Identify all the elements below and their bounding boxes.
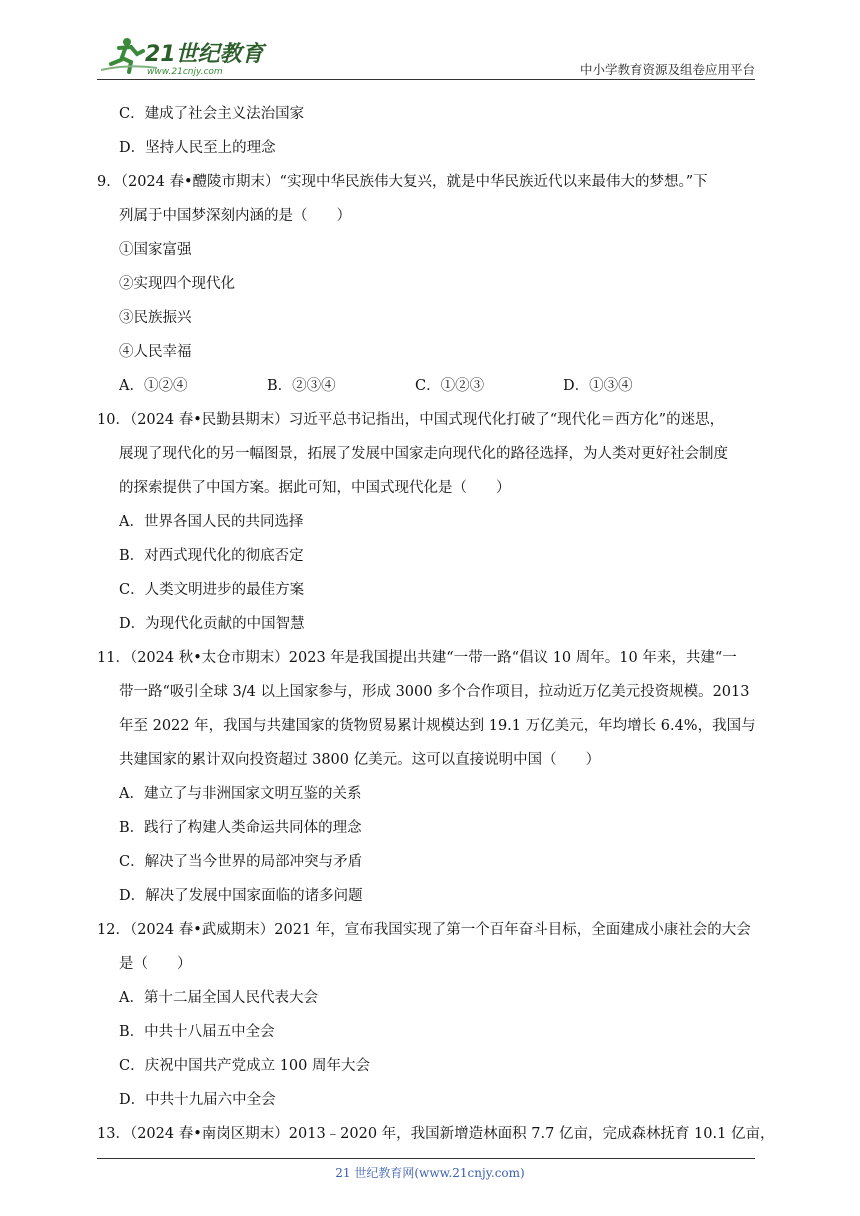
q9-option-d: D．①③④ — [563, 378, 633, 394]
q12-stem-line2: 是（ ） — [119, 956, 192, 972]
q10-option-a: A．世界各国人民的共同选择 — [119, 514, 304, 530]
q12-option-c: C．庆祝中国共产党成立 100 周年大会 — [119, 1058, 370, 1074]
q11-option-a: A．建立了与非洲国家文明互鉴的关系 — [119, 786, 362, 802]
platform-name: 中小学教育资源及组卷应用平台 — [579, 62, 755, 77]
q11-stem-line1: 11．（2024 秋•太仓市期末）2023 年是我国提出共建“一带一路“倡议 10 周年。10 年来，共建“一 — [97, 650, 737, 666]
q9-option-b: B．②③④ — [267, 378, 336, 394]
q8-option-d: D．坚持人民至上的理念 — [119, 140, 276, 156]
q9-statement-4: ④人民幸福 — [119, 344, 192, 360]
q10-option-b: B．对西式现代化的彻底否定 — [119, 548, 304, 564]
q9-option-a: A．①②④ — [119, 378, 188, 394]
q12-option-d: D．中共十九届六中全会 — [119, 1092, 276, 1108]
q11-stem-line3: 年至 2022 年，我国与共建国家的货物贸易累计规模达到 19.1 万亿美元，年均增长 6.4%，我国与 — [119, 718, 756, 734]
q13-stem-line1: 13．（2024 春•南岗区期末）2013﹣2020 年，我国新增造林面积 7.7 亿亩，完成森林抚育 10.1 亿亩， — [97, 1126, 775, 1142]
header-divider — [97, 79, 755, 80]
q9-choices — [97, 369, 760, 403]
q9-stem-line1: 9．（2024 春•醴陵市期末）“实现中华民族伟大复兴，就是中华民族近代以来最伟大的梦想。”下 — [97, 174, 708, 190]
q12-stem-line1: 12．（2024 春•武威期末）2021 年，宣布我国实现了第一个百年奋斗目标，全面建成小康社会的大会 — [97, 922, 751, 938]
logo-text: 21世纪教育 — [145, 42, 264, 67]
q11-option-c: C．解决了当今世界的局部冲突与矛盾 — [119, 854, 363, 870]
q9-stem-line2: 列属于中国梦深刻内涵的是（ ） — [119, 208, 351, 224]
q11-option-d: D．解决了发展中国家面临的诸多问题 — [119, 888, 363, 904]
q10-option-d: D．为现代化贡献的中国智慧 — [119, 616, 305, 632]
page-header — [97, 30, 755, 80]
q12-option-b: B．中共十八届五中全会 — [119, 1024, 275, 1040]
question-content — [97, 97, 775, 1151]
q11-option-b: B．践行了构建人类命运共同体的理念 — [119, 820, 362, 836]
q9-statement-1: ①国家富强 — [119, 242, 192, 258]
q9-statement-3: ③民族振兴 — [119, 310, 192, 326]
q10-option-c: C．人类文明进步的最佳方案 — [119, 582, 305, 598]
21cnjy-logo — [97, 34, 267, 78]
q12-option-a: A．第十二届全国人民代表大会 — [119, 990, 318, 1006]
q11-stem-line4: 共建国家的累计双向投资超过 3800 亿美元。这可以直接说明中国（ ） — [119, 752, 601, 768]
q9-option-c: C．①②③ — [415, 378, 485, 394]
footer-divider — [97, 1158, 755, 1159]
q10-stem-line1: 10．（2024 春•民勤县期末）习近平总书记指出，中国式现代化打破了“现代化＝西方化”的迷思， — [97, 412, 725, 428]
logo-url: www.21cnjy.com — [147, 67, 223, 77]
q10-stem-line2: 展现了现代化的另一幅图景，拓展了发展中国家走向现代化的路径选择，为人类对更好社会制度 — [119, 446, 728, 462]
q8-option-c: C．建成了社会主义法治国家 — [119, 106, 305, 122]
q9-statement-2: ②实现四个现代化 — [119, 276, 235, 292]
q10-stem-line3: 的探索提供了中国方案。据此可知，中国式现代化是（ ） — [119, 480, 511, 496]
page-footer: 21 世纪教育网(www.21cnjy.com) — [335, 1166, 525, 1180]
q11-stem-line2: 带一路“吸引全球 3/4 以上国家参与，形成 3000 多个合作项目，拉动近万亿美元投资规模。2013 — [119, 684, 750, 700]
